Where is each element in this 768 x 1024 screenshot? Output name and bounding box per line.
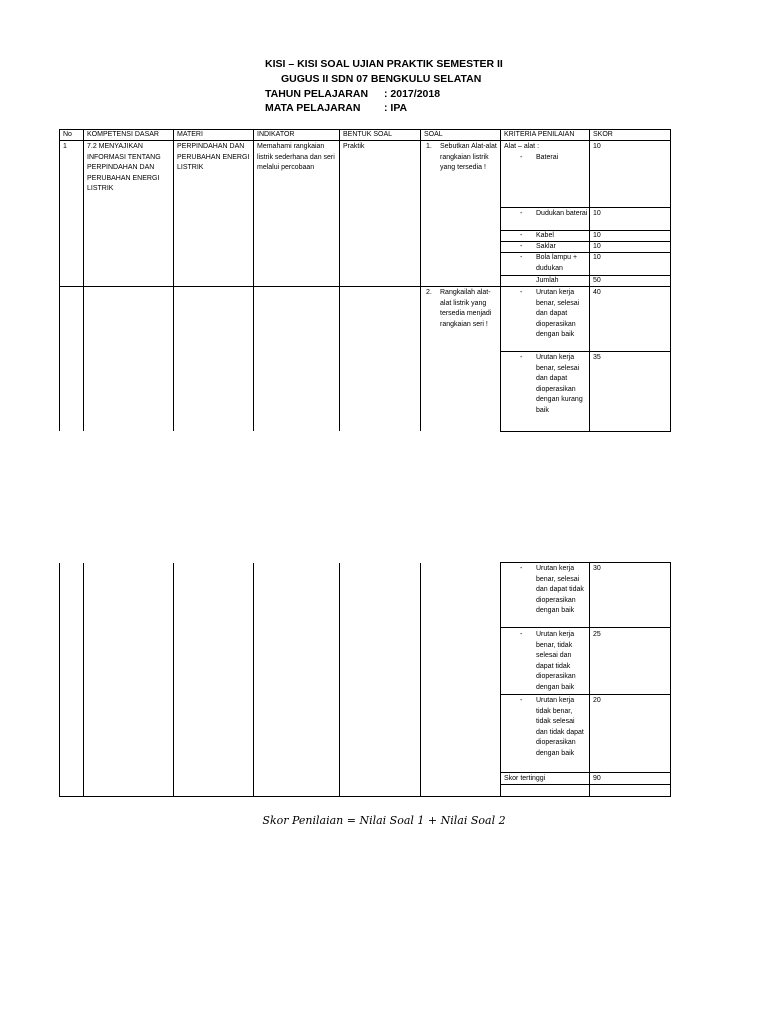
skor-value: 25 <box>593 631 601 638</box>
list-bullet: - <box>520 243 523 250</box>
materi: PERPINDAHAN DAN PERUBAHAN ENERGI LISTRIK <box>177 143 250 171</box>
col-header-bentuk-soal: BENTUK SOAL <box>343 131 393 138</box>
list-bullet: - <box>520 154 523 161</box>
score-formula: Skor Penilaian = Nilai Soal 1 + Nilai Soal 2 <box>262 814 506 827</box>
col-header-indikator: INDIKATOR <box>257 131 295 138</box>
soal-1-text: Sebutkan Alat-alat rangkaian listrik yang tersedia ! <box>440 143 497 171</box>
skor-value: 10 <box>593 143 601 150</box>
list-bullet: - <box>520 565 523 572</box>
kriteria-item: Urutan kerja benar, selesai dan dapat tidak dioperasikan dengan baik <box>536 565 584 614</box>
list-bullet: - <box>520 289 523 296</box>
kriteria-item: Dudukan baterai <box>536 210 588 217</box>
col-header-skor: SKOR <box>593 131 613 138</box>
subject-label: MATA PELAJARAN <box>265 102 361 114</box>
col-header-kriteria: KRITERIA PENILAIAN <box>504 131 575 138</box>
year-label: TAHUN PELAJARAN <box>265 88 369 100</box>
skor-tertinggi-label: Skor tertinggi <box>504 775 546 782</box>
skor-value: 10 <box>593 210 601 217</box>
col-header-no: No <box>63 131 72 138</box>
soal-2-number: 2. <box>426 289 432 296</box>
kriteria-item: Saklar <box>536 243 556 250</box>
col-header-soal: SOAL <box>424 131 443 138</box>
kriteria-item: Bola lampu + dudukan <box>536 254 578 272</box>
list-bullet: - <box>520 631 523 638</box>
col-header-kompetensi: KOMPETENSI DASAR <box>87 131 159 138</box>
skor-value: 20 <box>593 697 601 704</box>
soal-1-number: 1. <box>426 143 432 150</box>
soal-2-text: Rangkailah alat-alat listrik yang tersedia menjadi rangkaian seri ! <box>440 289 492 328</box>
kriteria-item: Baterai <box>536 154 559 161</box>
bentuk-soal: Praktik <box>343 143 365 150</box>
skor-value: 10 <box>593 254 601 261</box>
row-no: 1 <box>63 143 67 150</box>
col-header-materi: MATERI <box>177 131 203 138</box>
kriteria-item: Urutan kerja tidak benar, tidak selesai dan tidak dapat dioperasikan dengan baik <box>536 697 584 757</box>
kriteria-1-heading: Alat – alat : <box>504 143 540 150</box>
indikator: Memahami rangkaian listrik sederhana dan seri melalui percobaan <box>257 143 335 171</box>
doc-title: KISI – KISI SOAL UJIAN PRAKTIK SEMESTER II <box>265 58 503 70</box>
jumlah-label: Jumlah <box>536 277 559 284</box>
skor-tertinggi-value: 90 <box>593 775 601 782</box>
list-bullet: - <box>520 697 523 704</box>
skor-value: 40 <box>593 289 601 296</box>
kompetensi-dasar: 7.2 MENYAJIKAN INFORMASI TENTANG PERPINDAHAN DAN PERUBAHAN ENERGI LISTRIK <box>87 143 161 192</box>
kriteria-item: Urutan kerja benar, selesai dan dapat dioperasikan dengan baik <box>536 289 580 338</box>
skor-value: 10 <box>593 232 601 239</box>
jumlah-value: 50 <box>593 277 601 284</box>
list-bullet: - <box>520 354 523 361</box>
kriteria-item: Urutan kerja benar, selesai dan dapat dioperasikan dengan kurang baik <box>536 354 583 414</box>
year-value: : 2017/2018 <box>384 88 441 100</box>
list-bullet: - <box>520 232 523 239</box>
subject-value: : IPA <box>384 102 408 114</box>
list-bullet: - <box>520 254 523 261</box>
kriteria-item: Urutan kerja benar, tidak selesai dan dapat tidak dioperasikan dengan baik <box>536 631 576 691</box>
skor-value: 10 <box>593 243 601 250</box>
kriteria-item: Kabel <box>536 232 554 239</box>
doc-subtitle: GUGUS II SDN 07 BENGKULU SELATAN <box>281 73 482 85</box>
list-bullet: - <box>520 210 523 217</box>
skor-value: 30 <box>593 565 601 572</box>
skor-value: 35 <box>593 354 601 361</box>
